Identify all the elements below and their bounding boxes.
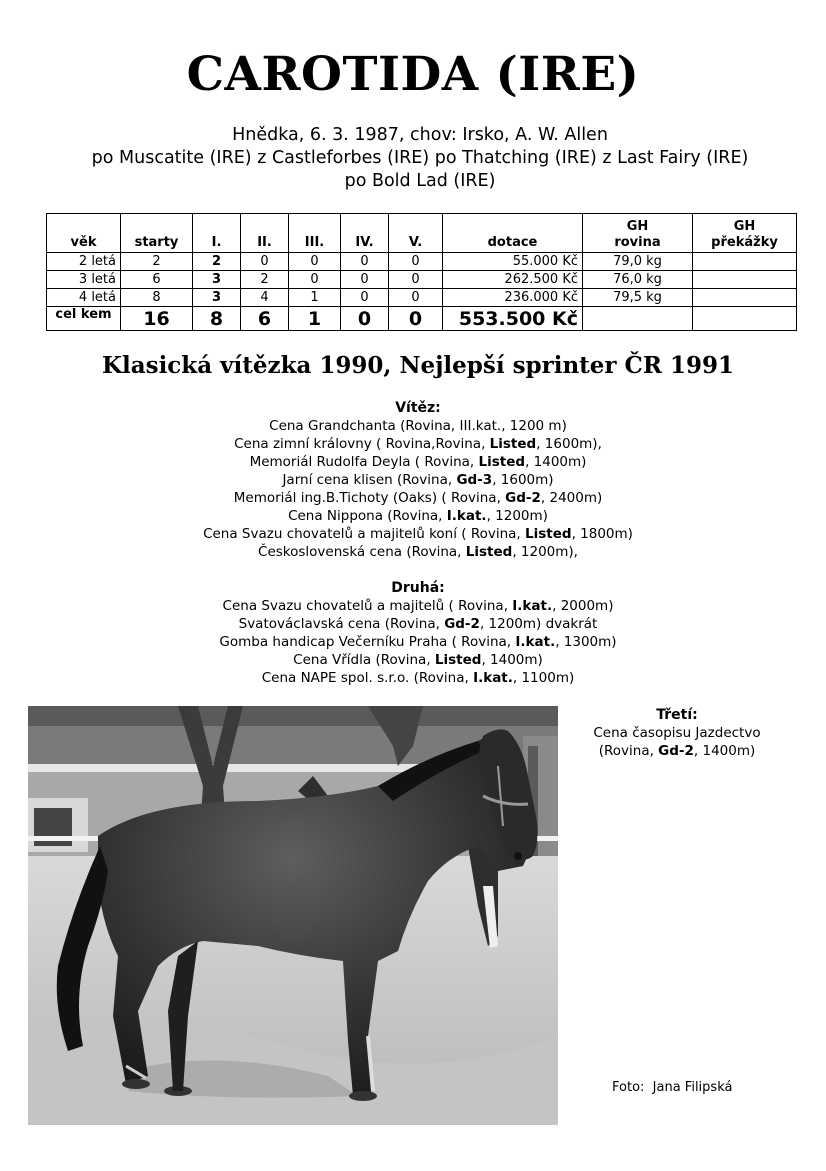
race-text-after: , 1600m) <box>492 472 554 488</box>
cell-second: 4 <box>241 289 289 307</box>
cell-second: 2 <box>241 271 289 289</box>
header-gh-jump <box>693 214 797 253</box>
cell-prize: 55.000 Kč <box>443 253 583 271</box>
race-list-item <box>0 435 826 453</box>
achievement-headline: Klasická vítězka 1990, Nejlepší sprinter ČR 1991 <box>101 352 735 379</box>
cell-fourth: 0 <box>341 289 389 307</box>
race-class: Listed <box>489 436 537 452</box>
race-class: Gd-2 <box>444 616 480 632</box>
cell-fourth: 0 <box>341 271 389 289</box>
cell-total-third: 1 <box>289 307 341 331</box>
cell-gh-jump <box>693 271 797 289</box>
race-list-item <box>0 669 826 687</box>
race-class: I.kat. <box>446 508 487 524</box>
race-text: Svatováclavská cena (Rovina, <box>238 616 445 632</box>
cell-starts: 6 <box>121 271 193 289</box>
race-class: Gd-3 <box>456 472 493 488</box>
cell-third: 1 <box>289 289 341 307</box>
race-class: Listed <box>465 544 513 560</box>
header-gh-jump-line1: GH <box>733 219 756 234</box>
race-text-after: , 1400m) <box>525 454 587 470</box>
cell-gh-flat: 79,5 kg <box>583 289 693 307</box>
cell-total-prize: 553.500 Kč <box>443 307 583 331</box>
race-class: I.kat. <box>473 670 513 686</box>
cell-first: 3 <box>193 289 241 307</box>
horse-name-title: CAROTIDA (IRE) <box>186 47 640 102</box>
race-class: Listed <box>478 454 526 470</box>
race-text: Cena Svazu chovatelů a majitelů ( Rovina, <box>222 598 513 614</box>
race-list-item <box>0 543 826 561</box>
cell-gh-flat: 79,0 kg <box>583 253 693 271</box>
race-text: Cena Grandchanta (Rovina, III.kat., 1200 m) <box>269 418 567 434</box>
pedigree-line: po Muscatite (IRE) z Castleforbes (IRE) po Thatching (IRE) z Last Fairy (IRE) <box>91 148 749 168</box>
race-list-item <box>0 651 826 669</box>
header-first: I. <box>193 214 241 253</box>
header-third: III. <box>289 214 341 253</box>
cell-third: 0 <box>289 271 341 289</box>
race-class: Gd-2 <box>505 490 541 506</box>
cell-total-gh-jump <box>693 307 797 331</box>
race-list-item <box>0 471 826 489</box>
race-list-item <box>0 615 826 633</box>
race-text-after: , 2000m) <box>552 598 614 614</box>
cell-fifth: 0 <box>389 289 443 307</box>
cell-total-first: 8 <box>193 307 241 331</box>
race-text: Jarní cena klisen (Rovina, <box>282 472 457 488</box>
race-class: Gd-2 <box>658 743 694 759</box>
cell-gh-flat: 76,0 kg <box>583 271 693 289</box>
header-starts: starty <box>121 214 193 253</box>
race-list-item <box>0 417 826 435</box>
race-text-after: , 1300m) <box>555 634 617 650</box>
race-results <box>0 399 826 687</box>
race-text: Memoriál ing.B.Tichoty (Oaks) ( Rovina, <box>233 490 506 506</box>
header-age: věk <box>47 214 121 253</box>
race-text-after: , 1600m), <box>536 436 602 452</box>
pedigree-line-2: po Bold Lad (IRE) <box>344 171 496 191</box>
race-text-after: , 1400m) <box>481 652 543 668</box>
cell-fifth: 0 <box>389 253 443 271</box>
race-text: (Rovina, <box>598 743 659 759</box>
cell-gh-jump <box>693 253 797 271</box>
cell-first: 2 <box>193 253 241 271</box>
race-text-after: , 1200m) <box>486 508 548 524</box>
pedigree-info <box>0 124 826 193</box>
header-fourth: IV. <box>341 214 389 253</box>
cell-age: 2 letá <box>47 253 121 271</box>
race-text-after: , 2400m) <box>540 490 603 506</box>
race-text-after: , 1100m) <box>512 670 575 686</box>
race-text: Cena NAPE spol. s.r.o. (Rovina, <box>261 670 474 686</box>
cell-third: 0 <box>289 253 341 271</box>
header-second: II. <box>241 214 289 253</box>
birth-breeder-line: Hnědka, 6. 3. 1987, chov: Irsko, A. W. Allen <box>232 125 608 145</box>
header-gh-jump-line2: překážky <box>711 235 778 250</box>
race-text: Memoriál Rudolfa Deyla ( Rovina, <box>249 454 479 470</box>
cell-gh-jump <box>693 289 797 307</box>
horse-photo-illustration <box>28 706 558 1125</box>
table-row <box>47 271 797 289</box>
race-text: Cena Nippona (Rovina, <box>288 508 447 524</box>
cell-total-starts: 16 <box>121 307 193 331</box>
second-heading: Druhá: <box>391 580 445 596</box>
race-list-item <box>0 633 826 651</box>
cell-total-label: cel kem <box>47 307 121 331</box>
cell-starts: 2 <box>121 253 193 271</box>
race-class: I.kat. <box>512 598 553 614</box>
cell-fourth: 0 <box>341 253 389 271</box>
cell-age: 3 letá <box>47 271 121 289</box>
race-text-after: , 1200m), <box>512 544 578 560</box>
race-text: Gomba handicap Večerníku Praha ( Rovina, <box>219 634 516 650</box>
header-fifth: V. <box>389 214 443 253</box>
race-record-table <box>46 213 797 331</box>
third-place-section <box>570 706 784 760</box>
race-list-item: Cena časopisu Jazdectvo <box>593 725 761 741</box>
cell-second: 0 <box>241 253 289 271</box>
race-list-item <box>0 597 826 615</box>
photo-credit: Foto: Jana Filipská <box>612 1080 733 1095</box>
race-text-after: , 1800m) <box>571 526 633 542</box>
cell-fifth: 0 <box>389 271 443 289</box>
cell-total-fifth: 0 <box>389 307 443 331</box>
race-text: Cena Svazu chovatelů a majitelů koní ( Rovina, <box>203 526 526 542</box>
race-list-item <box>0 525 826 543</box>
cell-prize: 236.000 Kč <box>443 289 583 307</box>
section-spacer <box>0 561 826 579</box>
horse-photo <box>28 706 558 1125</box>
table-total-row <box>47 307 797 331</box>
race-list-item <box>0 489 826 507</box>
winner-heading: Vítěz: <box>395 400 441 416</box>
cell-total-fourth: 0 <box>341 307 389 331</box>
table-header-row <box>47 214 797 253</box>
race-list-item <box>0 453 826 471</box>
cell-total-gh-flat <box>583 307 693 331</box>
race-class: Listed <box>525 526 572 542</box>
race-text-after: , 1400m) <box>693 743 756 759</box>
cell-starts: 8 <box>121 289 193 307</box>
race-list-item <box>0 507 826 525</box>
cell-age: 4 letá <box>47 289 121 307</box>
cell-first: 3 <box>193 271 241 289</box>
race-class: Listed <box>434 652 482 668</box>
header-gh-flat <box>583 214 693 253</box>
cell-prize: 262.500 Kč <box>443 271 583 289</box>
race-text: Cena zimní královny ( Rovina,Rovina, <box>234 436 490 452</box>
race-text-after: , 1200m) dvakrát <box>479 616 598 632</box>
race-list-item <box>570 742 784 760</box>
race-text: Cena Vřídla (Rovina, <box>293 652 435 668</box>
race-class: I.kat. <box>515 634 556 650</box>
race-text: Československá cena (Rovina, <box>258 544 466 560</box>
header-gh-flat-line1: GH <box>626 219 649 234</box>
header-prize: dotace <box>443 214 583 253</box>
header-gh-flat-line2: rovina <box>614 235 661 250</box>
table-row <box>47 289 797 307</box>
cell-total-second: 6 <box>241 307 289 331</box>
third-heading: Třetí: <box>656 707 698 723</box>
table-row <box>47 253 797 271</box>
